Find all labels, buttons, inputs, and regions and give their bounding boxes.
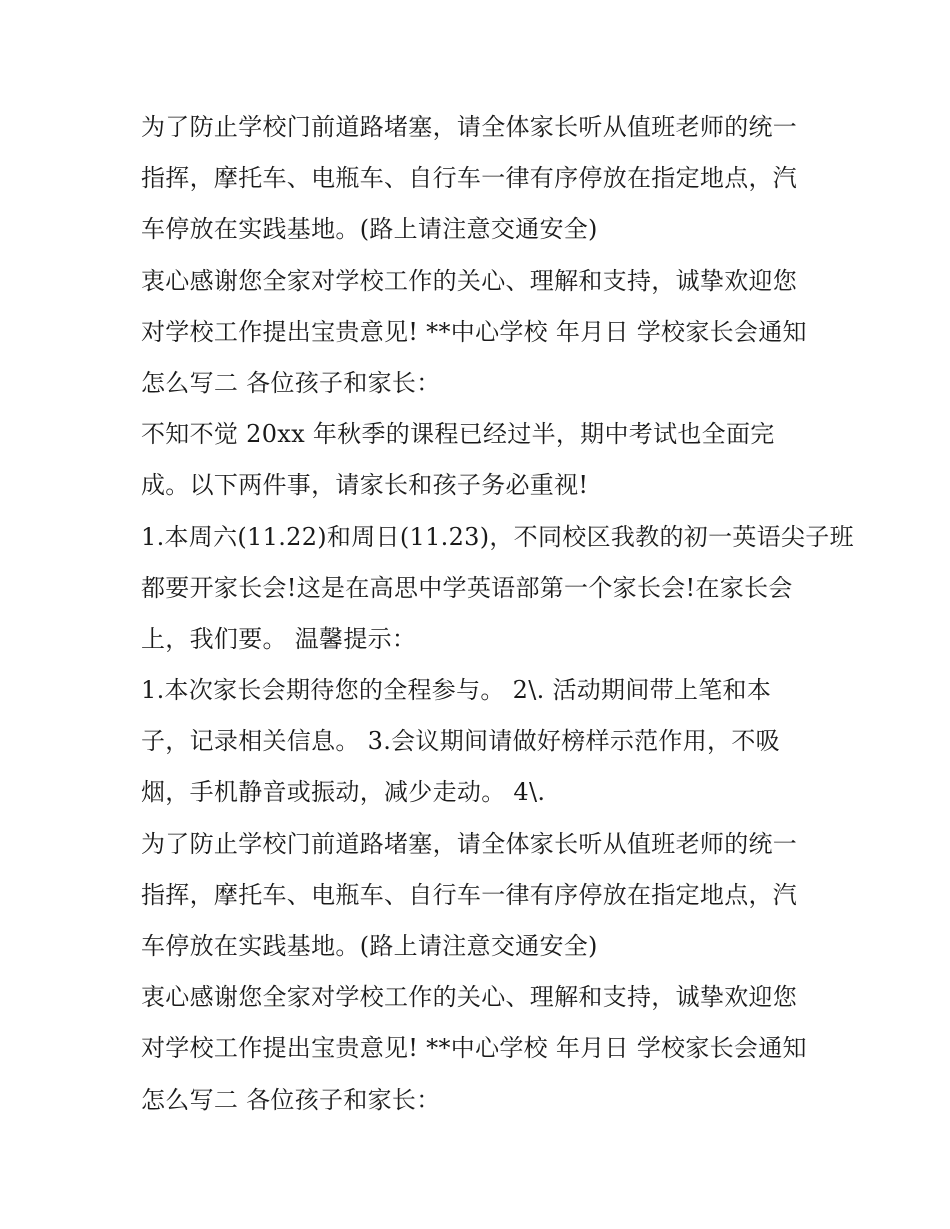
text-line: 为了防止学校门前道路堵塞，请全体家长听从值班老师的统一 xyxy=(141,113,798,141)
text-line: 怎么写二 各位孩子和家长： xyxy=(141,1085,441,1114)
text-line: 车停放在实践基地。(路上请注意交通安全) xyxy=(141,932,598,960)
text-line: 1.本周六(11.22)和周日(11.23)，不同校区我教的初一英语尖子班 xyxy=(141,522,854,551)
text-line: 对学校工作提出宝贵意见! **中心学校 年月日 学校家长会通知 xyxy=(141,317,807,346)
text-line: 成。以下两件事，请家长和孩子务必重视! xyxy=(141,471,589,500)
text-line: 对学校工作提出宝贵意见! **中心学校 年月日 学校家长会通知 xyxy=(141,1034,807,1063)
text-line: 不知不觉 20xx 年秋季的课程已经过半，期中考试也全面完 xyxy=(141,420,775,449)
text-line: 上，我们要。 温馨提示： xyxy=(141,624,417,653)
text-line: 衷心感谢您全家对学校工作的关心、理解和支持，诚挚欢迎您 xyxy=(141,266,798,295)
document-body xyxy=(141,102,854,1126)
text-line: 车停放在实践基地。(路上请注意交通安全) xyxy=(141,215,598,244)
text-line: 指挥，摩托车、电瓶车、自行车一律有序停放在指定地点，汽 xyxy=(141,164,798,193)
text-line: 烟，手机静音或振动，减少走动。 4\. xyxy=(141,778,546,807)
text-line: 都要开家长会!这是在高思中学英语部第一个家长会!在家长会 xyxy=(141,573,793,602)
text-line: 子，记录相关信息。 3.会议期间请做好榜样示范作用，不吸 xyxy=(141,727,780,756)
text-line: 1.本次家长会期待您的全程参与。 2\. 活动期间带上笔和本 xyxy=(141,676,772,705)
text-line: 衷心感谢您全家对学校工作的关心、理解和支持，诚挚欢迎您 xyxy=(141,983,798,1012)
text-line: 为了防止学校门前道路堵塞，请全体家长听从值班老师的统一 xyxy=(141,829,798,858)
text-line: 怎么写二 各位孩子和家长： xyxy=(141,368,441,397)
text-line: 指挥，摩托车、电瓶车、自行车一律有序停放在指定地点，汽 xyxy=(141,880,798,909)
